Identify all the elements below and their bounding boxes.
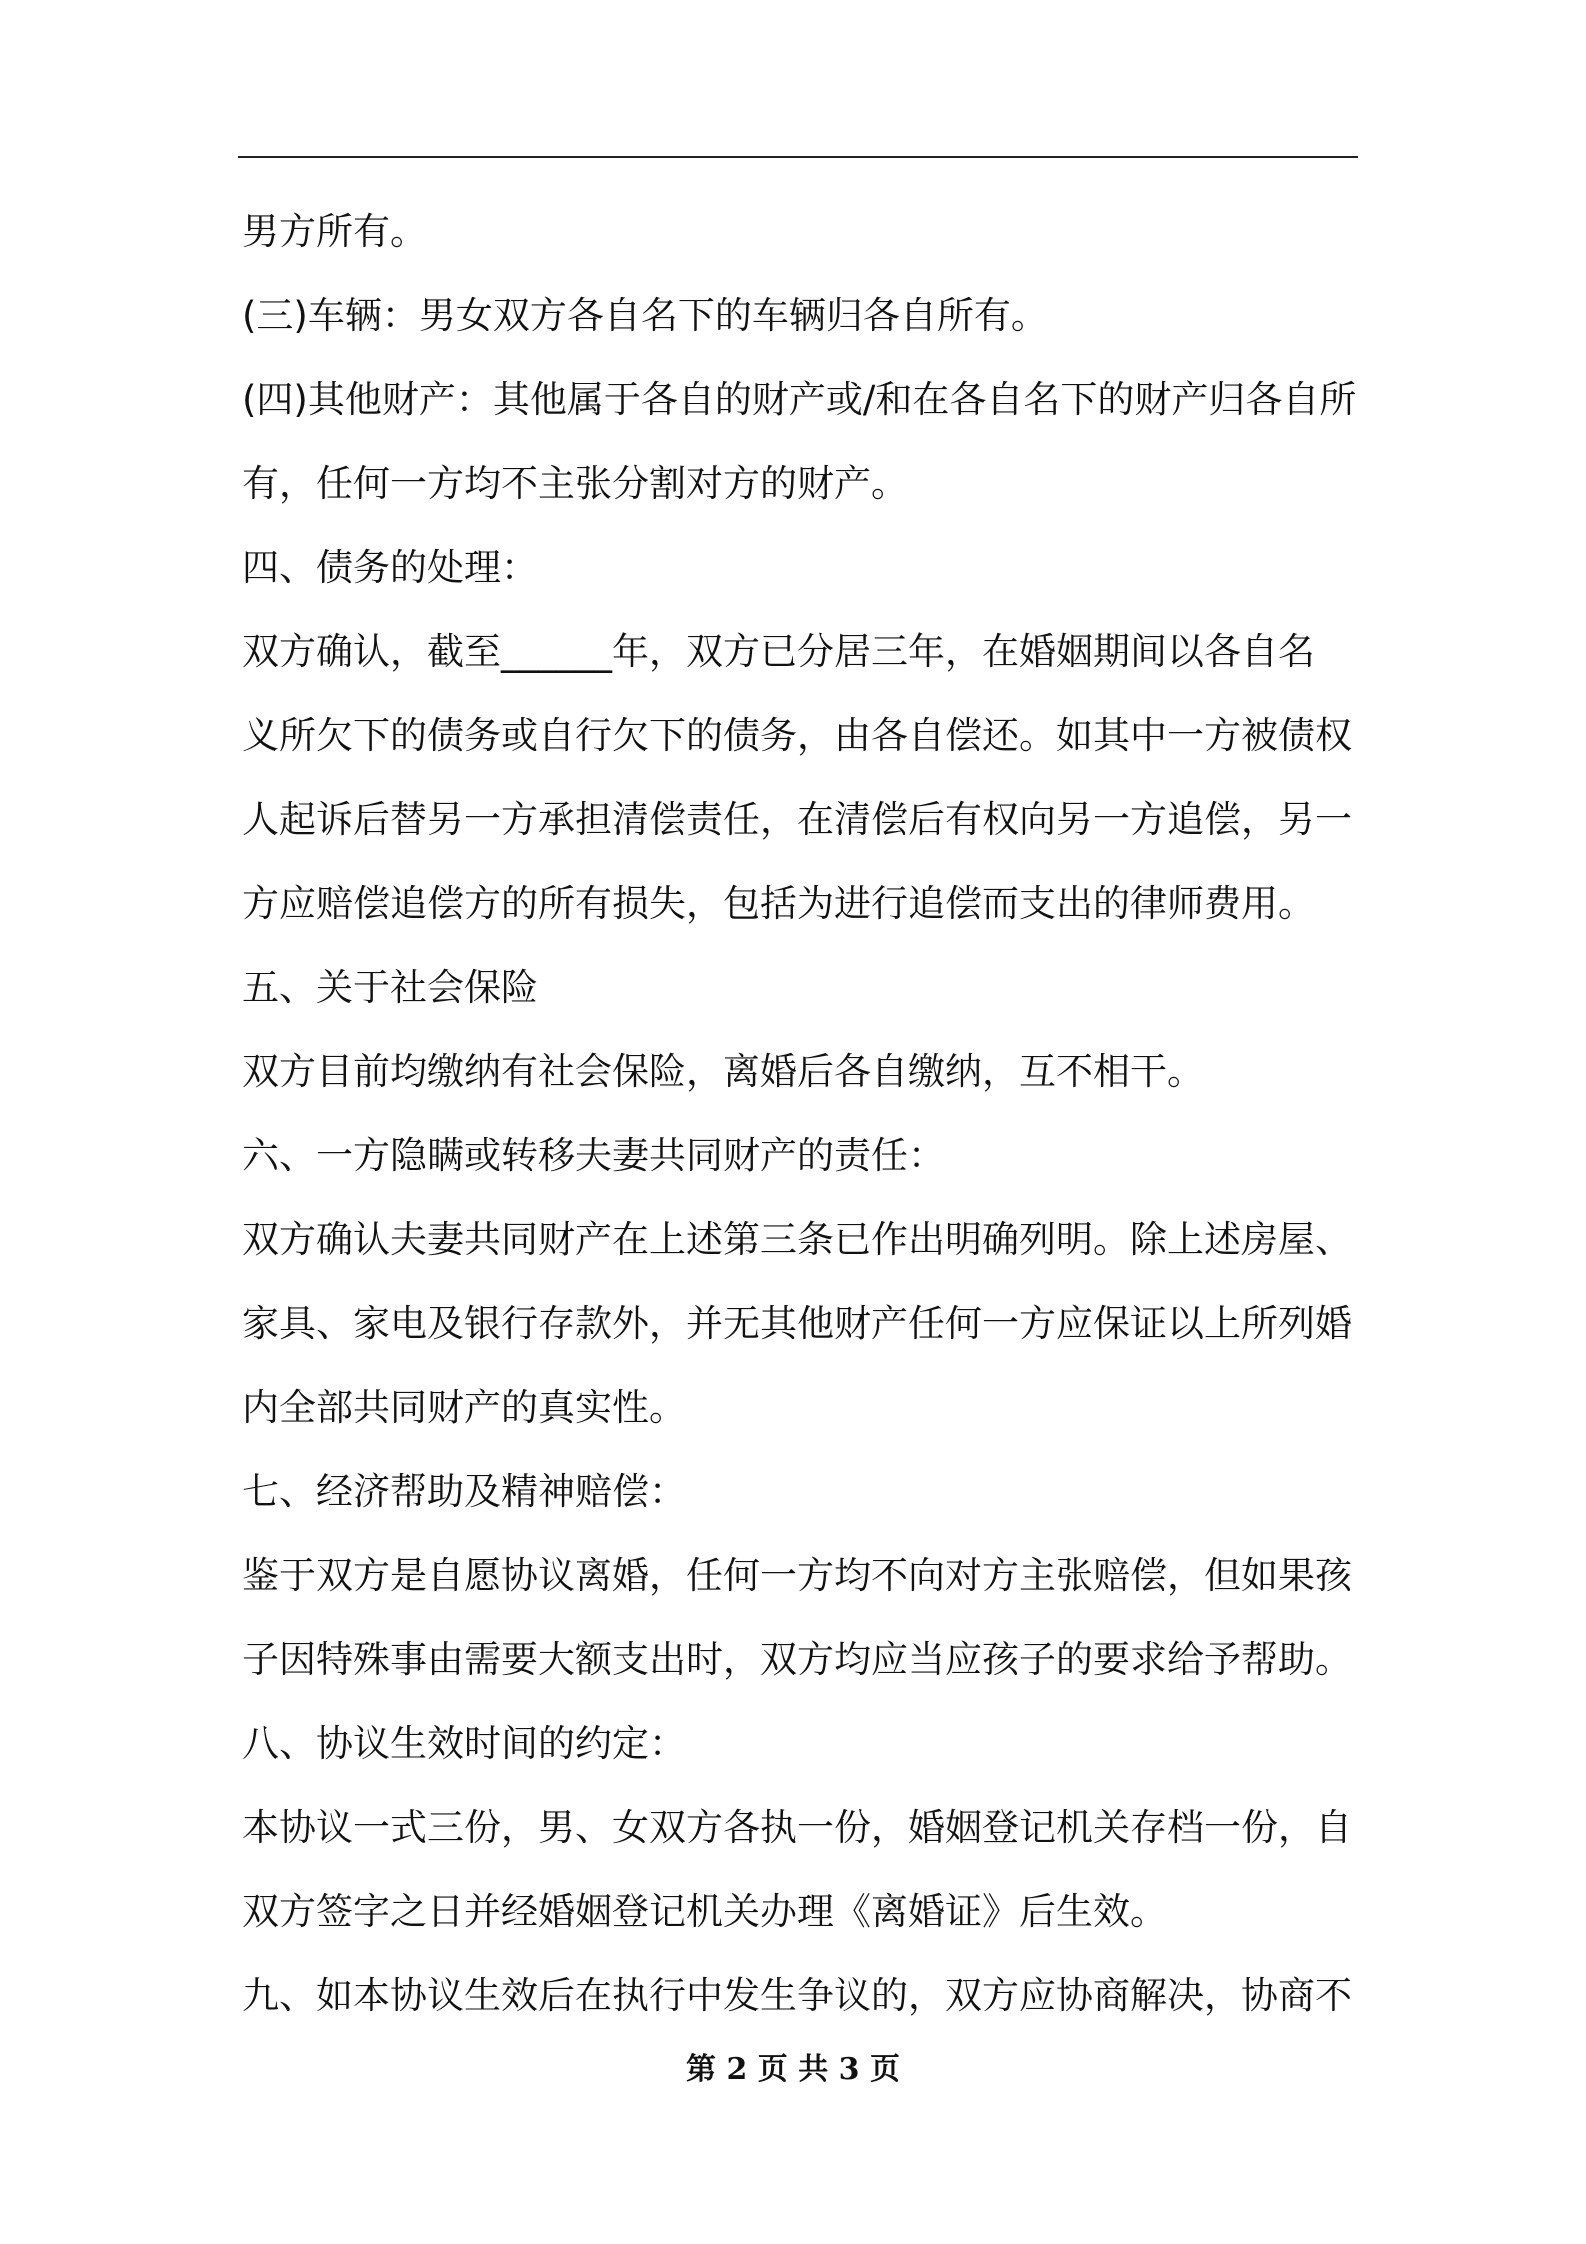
- text-line: 义所欠下的债务或自行欠下的债务，由各自偿还。如其中一方被债权: [242, 714, 1352, 757]
- text-line: (四)其他财产：其他属于各自的财产或/和在各自名下的财产归各自所: [242, 378, 1357, 421]
- text-line: 双方确认，截至______年，双方已分居三年，在婚姻期间以各自名: [242, 630, 1315, 673]
- text-line: (三)车辆：男女双方各自名下的车辆归各自所有。: [242, 294, 1048, 337]
- section-heading: 五、关于社会保险: [242, 966, 538, 1009]
- section-heading: 六、一方隐瞒或转移夫妻共同财产的责任：: [242, 1134, 945, 1177]
- page-number: 第 2 页 共 3 页: [686, 2052, 900, 2087]
- section-heading: 四、债务的处理：: [242, 546, 538, 589]
- section-heading: 八、协议生效时间的约定：: [242, 1722, 686, 1765]
- text-line: 子因特殊事由需要大额支出时，双方均应当应孩子的要求给予帮助。: [242, 1638, 1352, 1681]
- text-line: 有，任何一方均不主张分割对方的财产。: [242, 462, 908, 505]
- text-line: 方应赔偿追偿方的所有损失，包括为进行追偿而支出的律师费用。: [242, 882, 1315, 925]
- section-heading: 九、如本协议生效后在执行中发生争议的，双方应协商解决，协商不: [242, 1974, 1352, 2017]
- text-line: 本协议一式三份，男、女双方各执一份，婚姻登记机关存档一份，自: [242, 1806, 1352, 1849]
- text-line: 双方目前均缴纳有社会保险，离婚后各自缴纳，互不相干。: [242, 1050, 1204, 1093]
- header-rule: [238, 156, 1358, 158]
- section-heading: 七、经济帮助及精神赔偿：: [242, 1470, 686, 1513]
- text-line: 家具、家电及银行存款外，并无其他财产任何一方应保证以上所列婚: [242, 1302, 1352, 1345]
- text-line: 男方所有。: [242, 210, 427, 253]
- text-line: 人起诉后替另一方承担清偿责任，在清偿后有权向另一方追偿，另一: [242, 798, 1352, 841]
- document-body: [242, 190, 1358, 2038]
- text-line: 鉴于双方是自愿协议离婚，任何一方均不向对方主张赔偿，但如果孩: [242, 1554, 1352, 1597]
- text-line: 双方签字之日并经婚姻登记机关办理《离婚证》后生效。: [242, 1890, 1167, 1933]
- text-line: 内全部共同财产的真实性。: [242, 1386, 686, 1429]
- text-line: 双方确认夫妻共同财产在上述第三条已作出明确列明。除上述房屋、: [242, 1218, 1352, 1261]
